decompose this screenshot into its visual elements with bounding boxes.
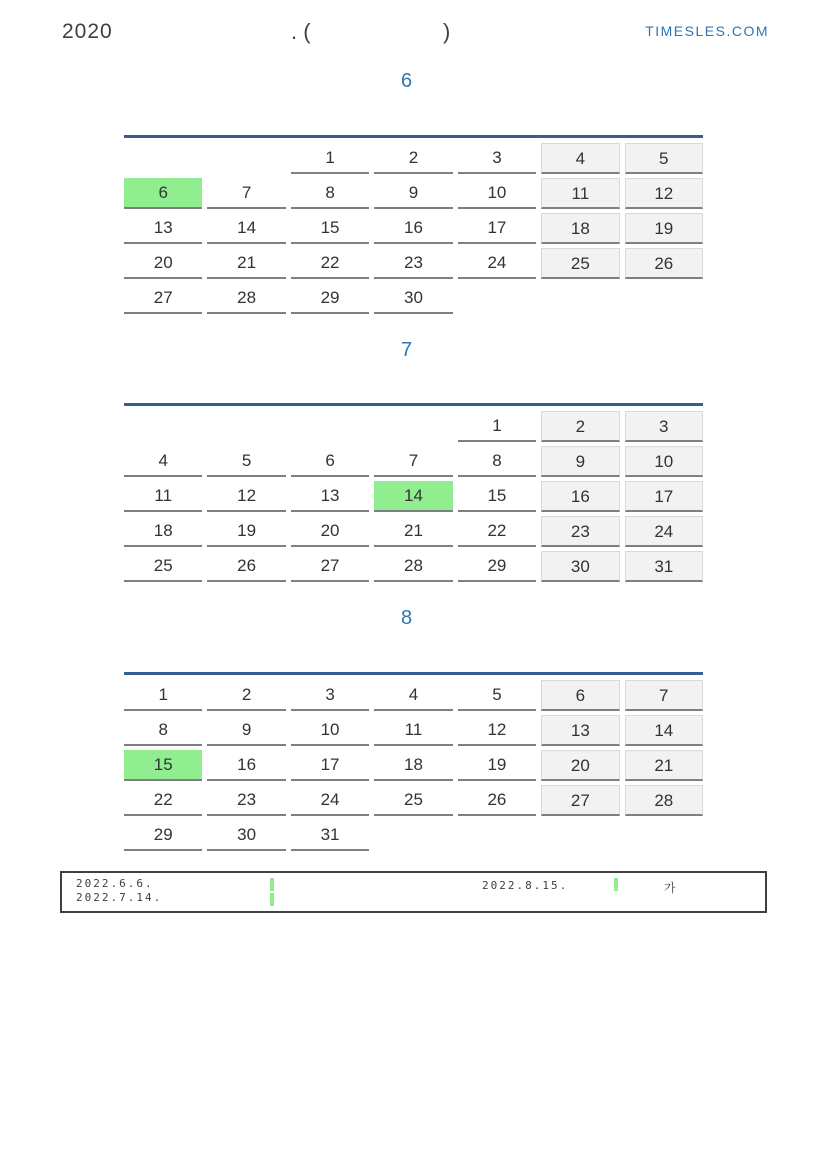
day-cell: 6 bbox=[541, 680, 619, 711]
empty-cell bbox=[124, 143, 202, 174]
day-cell: 5 bbox=[207, 446, 285, 477]
empty-cell bbox=[458, 283, 536, 314]
day-cell: 15 bbox=[124, 750, 202, 781]
day-cell: 16 bbox=[374, 213, 452, 244]
day-cell: 25 bbox=[124, 551, 202, 582]
day-cell: 24 bbox=[458, 248, 536, 279]
day-cell: 23 bbox=[541, 516, 619, 547]
day-cell: 13 bbox=[124, 213, 202, 244]
day-cell: 8 bbox=[124, 715, 202, 746]
day-cell: 26 bbox=[458, 785, 536, 816]
day-cell: 27 bbox=[291, 551, 369, 582]
day-cell: 8 bbox=[291, 178, 369, 209]
day-cell: 12 bbox=[458, 715, 536, 746]
day-cell: 4 bbox=[374, 680, 452, 711]
day-cell: 7 bbox=[625, 680, 703, 711]
month-8-grid bbox=[124, 680, 703, 851]
day-cell: 18 bbox=[124, 516, 202, 547]
day-cell: 22 bbox=[291, 248, 369, 279]
day-cell: 31 bbox=[291, 820, 369, 851]
site-link[interactable]: TIMESLES.COM bbox=[645, 23, 769, 39]
day-cell: 10 bbox=[291, 715, 369, 746]
legend-box bbox=[60, 871, 767, 913]
title-blank-open: . ( bbox=[291, 19, 311, 44]
day-cell: 16 bbox=[541, 481, 619, 512]
day-cell: 21 bbox=[207, 248, 285, 279]
empty-cell bbox=[458, 820, 536, 851]
day-cell: 15 bbox=[291, 213, 369, 244]
empty-cell bbox=[541, 283, 619, 314]
day-cell: 16 bbox=[207, 750, 285, 781]
day-cell: 22 bbox=[124, 785, 202, 816]
day-cell: 2 bbox=[374, 143, 452, 174]
day-cell: 19 bbox=[625, 213, 703, 244]
day-cell: 29 bbox=[458, 551, 536, 582]
day-cell: 28 bbox=[374, 551, 452, 582]
month-8-calendar bbox=[124, 672, 703, 851]
day-cell: 13 bbox=[291, 481, 369, 512]
empty-cell bbox=[207, 411, 285, 442]
day-cell: 29 bbox=[291, 283, 369, 314]
day-cell: 20 bbox=[124, 248, 202, 279]
day-cell: 2 bbox=[207, 680, 285, 711]
empty-cell bbox=[541, 820, 619, 851]
month-7-grid bbox=[124, 411, 703, 582]
green-legend-marker bbox=[270, 878, 274, 891]
day-cell: 30 bbox=[374, 283, 452, 314]
day-cell: 24 bbox=[291, 785, 369, 816]
day-cell: 12 bbox=[207, 481, 285, 512]
day-cell: 19 bbox=[458, 750, 536, 781]
year-label: 2020 bbox=[62, 20, 113, 43]
day-cell: 9 bbox=[541, 446, 619, 477]
day-cell: 14 bbox=[374, 481, 452, 512]
legend-note-char: 가 bbox=[664, 881, 676, 895]
day-cell: 8 bbox=[458, 446, 536, 477]
day-cell: 1 bbox=[124, 680, 202, 711]
month-7-title: 7 bbox=[400, 339, 413, 361]
month-6-grid bbox=[124, 143, 703, 314]
day-cell: 30 bbox=[541, 551, 619, 582]
empty-cell bbox=[374, 411, 452, 442]
day-cell: 26 bbox=[207, 551, 285, 582]
month-7-calendar bbox=[124, 403, 703, 582]
day-cell: 25 bbox=[374, 785, 452, 816]
day-cell: 25 bbox=[541, 248, 619, 279]
day-cell: 7 bbox=[374, 446, 452, 477]
empty-cell bbox=[625, 283, 703, 314]
day-cell: 27 bbox=[124, 283, 202, 314]
day-cell: 1 bbox=[458, 411, 536, 442]
day-cell: 28 bbox=[625, 785, 703, 816]
day-cell: 17 bbox=[625, 481, 703, 512]
day-cell: 20 bbox=[291, 516, 369, 547]
empty-cell bbox=[207, 143, 285, 174]
day-cell: 15 bbox=[458, 481, 536, 512]
day-cell: 17 bbox=[458, 213, 536, 244]
month-6-calendar bbox=[124, 135, 703, 314]
legend-dates-left bbox=[76, 877, 162, 905]
day-cell: 5 bbox=[625, 143, 703, 174]
empty-cell bbox=[124, 411, 202, 442]
month-6-title: 6 bbox=[400, 70, 413, 92]
day-cell: 20 bbox=[541, 750, 619, 781]
day-cell: 28 bbox=[207, 283, 285, 314]
day-cell: 18 bbox=[541, 213, 619, 244]
day-cell: 23 bbox=[207, 785, 285, 816]
day-cell: 29 bbox=[124, 820, 202, 851]
legend-date: 2022.8.15. bbox=[482, 879, 569, 892]
day-cell: 12 bbox=[625, 178, 703, 209]
day-cell: 23 bbox=[374, 248, 452, 279]
empty-cell bbox=[625, 820, 703, 851]
green-legend-marker bbox=[270, 893, 274, 906]
day-cell: 4 bbox=[541, 143, 619, 174]
day-cell: 3 bbox=[625, 411, 703, 442]
day-cell: 19 bbox=[207, 516, 285, 547]
day-cell: 3 bbox=[291, 680, 369, 711]
day-cell: 3 bbox=[458, 143, 536, 174]
legend-date: 2022.6.6. bbox=[76, 877, 154, 890]
day-cell: 31 bbox=[625, 551, 703, 582]
day-cell: 5 bbox=[458, 680, 536, 711]
day-cell: 9 bbox=[374, 178, 452, 209]
green-legend-marker bbox=[614, 878, 618, 891]
day-cell: 18 bbox=[374, 750, 452, 781]
day-cell: 24 bbox=[625, 516, 703, 547]
day-cell: 10 bbox=[458, 178, 536, 209]
day-cell: 10 bbox=[625, 446, 703, 477]
day-cell: 21 bbox=[625, 750, 703, 781]
day-cell: 9 bbox=[207, 715, 285, 746]
day-cell: 4 bbox=[124, 446, 202, 477]
day-cell: 7 bbox=[207, 178, 285, 209]
day-cell: 13 bbox=[541, 715, 619, 746]
day-cell: 14 bbox=[207, 213, 285, 244]
day-cell: 17 bbox=[291, 750, 369, 781]
day-cell: 1 bbox=[291, 143, 369, 174]
month-8-title: 8 bbox=[400, 607, 413, 629]
day-cell: 11 bbox=[374, 715, 452, 746]
day-cell: 2 bbox=[541, 411, 619, 442]
legend-date: 2022.7.14. bbox=[76, 891, 163, 904]
day-cell: 22 bbox=[458, 516, 536, 547]
day-cell: 14 bbox=[625, 715, 703, 746]
day-cell: 6 bbox=[124, 178, 202, 209]
empty-cell bbox=[374, 820, 452, 851]
day-cell: 11 bbox=[124, 481, 202, 512]
day-cell: 27 bbox=[541, 785, 619, 816]
day-cell: 6 bbox=[291, 446, 369, 477]
title-blank-close: ) bbox=[443, 19, 451, 44]
day-cell: 21 bbox=[374, 516, 452, 547]
day-cell: 30 bbox=[207, 820, 285, 851]
empty-cell bbox=[291, 411, 369, 442]
day-cell: 26 bbox=[625, 248, 703, 279]
day-cell: 11 bbox=[541, 178, 619, 209]
